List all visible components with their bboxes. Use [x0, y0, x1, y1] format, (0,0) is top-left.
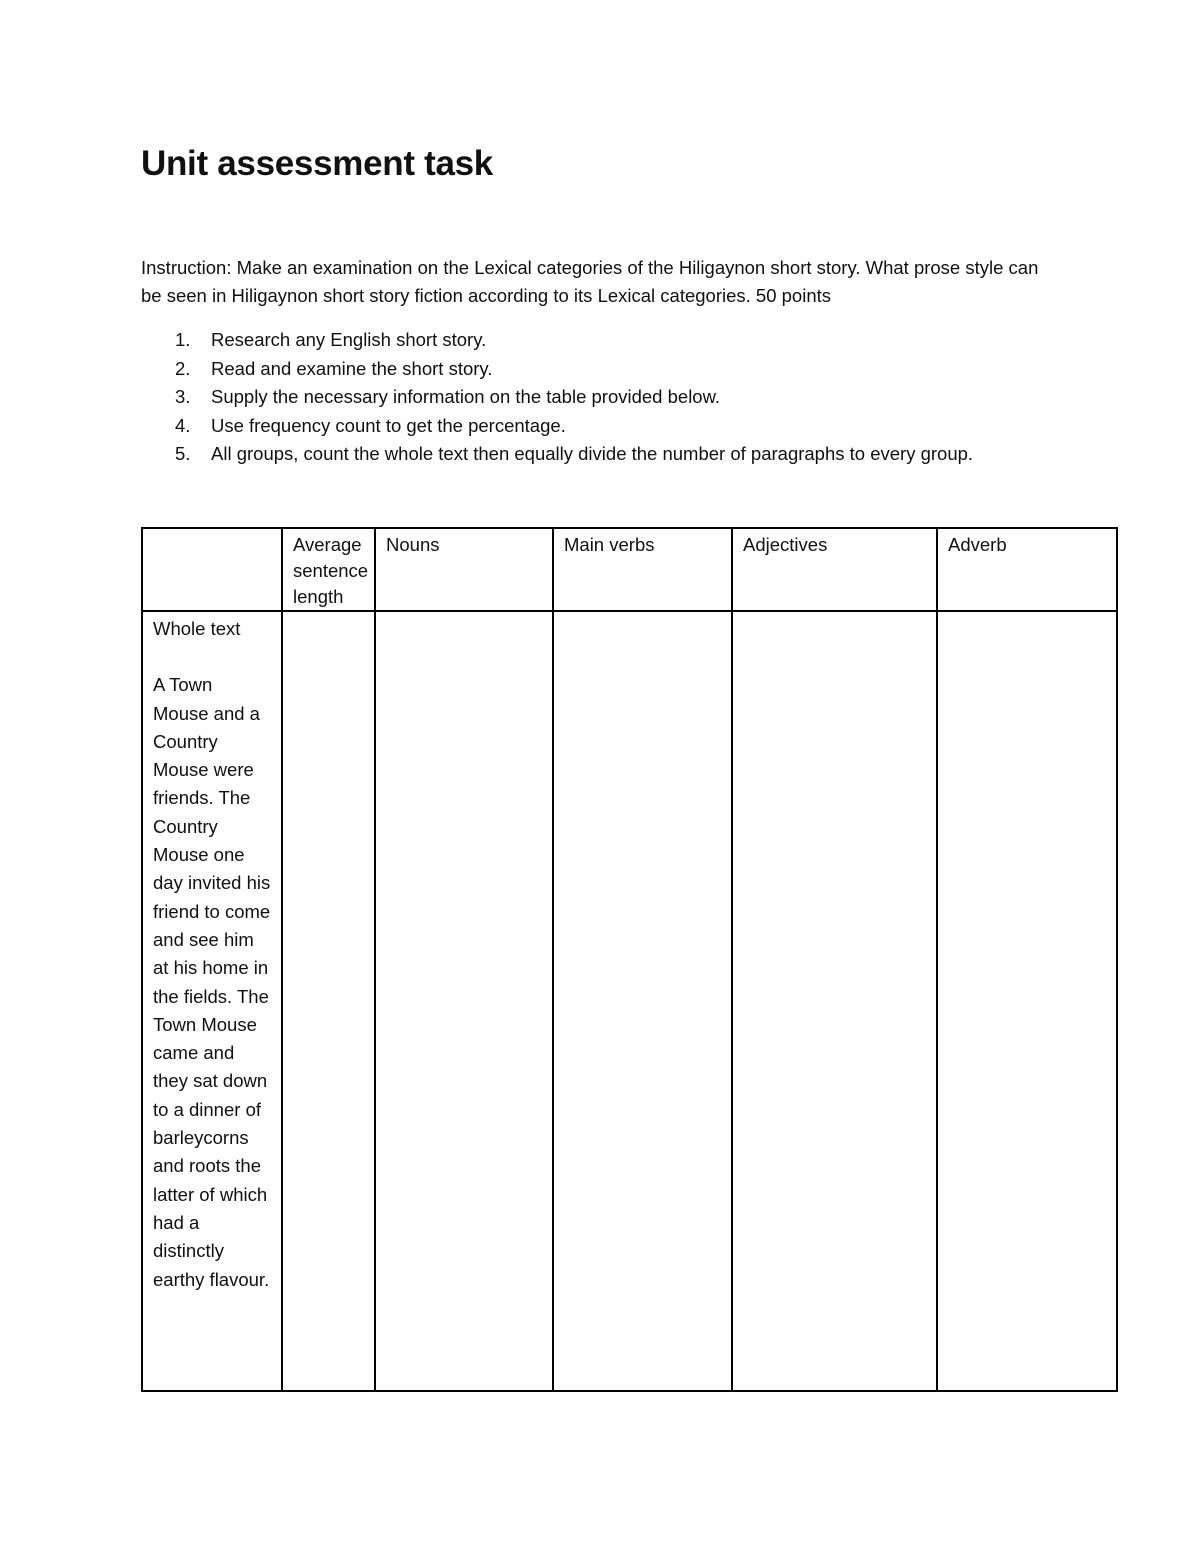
step-text: Research any English short story. [211, 329, 487, 350]
step-number: 5. [175, 443, 191, 465]
list-item [141, 440, 973, 469]
step-number: 4. [175, 414, 191, 436]
adverb-cell[interactable] [937, 611, 1117, 1391]
header-nouns: Nouns [375, 528, 553, 611]
list-item [141, 383, 973, 412]
header-adverb: Adverb [937, 528, 1117, 611]
header-main-verbs: Main verbs [553, 528, 732, 611]
lexical-table [141, 527, 1118, 1392]
list-item [141, 326, 973, 355]
row-label-cell [142, 611, 282, 1391]
step-number: 1. [175, 329, 191, 350]
list-item [141, 355, 973, 384]
page-title: Unit assessment task [141, 144, 493, 183]
step-number: 3. [175, 386, 191, 408]
step-number: 2. [175, 357, 191, 379]
step-text: Supply the necessary information on the table provided below. [211, 386, 721, 408]
step-text: Use frequency count to get the percentage. [211, 414, 566, 436]
step-text: All groups, count the whole text then equally divide the number of paragraphs to every group. [211, 443, 974, 465]
list-item [141, 412, 973, 441]
instruction-text: Instruction: Make an examination on the Lexical categories of the Hiligaynon short story. What prose style can be seen in Hiligaynon short story fiction according to its Lexical categories. 50 points [141, 257, 1039, 306]
main-verbs-cell[interactable] [553, 611, 732, 1391]
row-label: Whole text [153, 618, 241, 639]
table-header-row [142, 528, 1117, 611]
header-empty-cell [142, 528, 282, 611]
average-sentence-length-cell[interactable] [282, 611, 375, 1391]
nouns-cell[interactable] [375, 611, 553, 1391]
header-adjectives: Adjectives [732, 528, 937, 611]
table-row [142, 611, 1117, 1391]
step-text: Read and examine the short story. [211, 357, 493, 379]
header-average-sentence-length: Average sentence length [282, 528, 375, 611]
steps-list [141, 326, 973, 469]
adjectives-cell[interactable] [732, 611, 937, 1391]
story-text: A Town Mouse and a Country Mouse were friends. The Country Mouse one day invited his friend to come and see him at his home in the fields. The Town Mouse came and they sat down to a dinner of barleycorns and roots the latter of which had a distinctly earthy flavour. [153, 674, 271, 1290]
